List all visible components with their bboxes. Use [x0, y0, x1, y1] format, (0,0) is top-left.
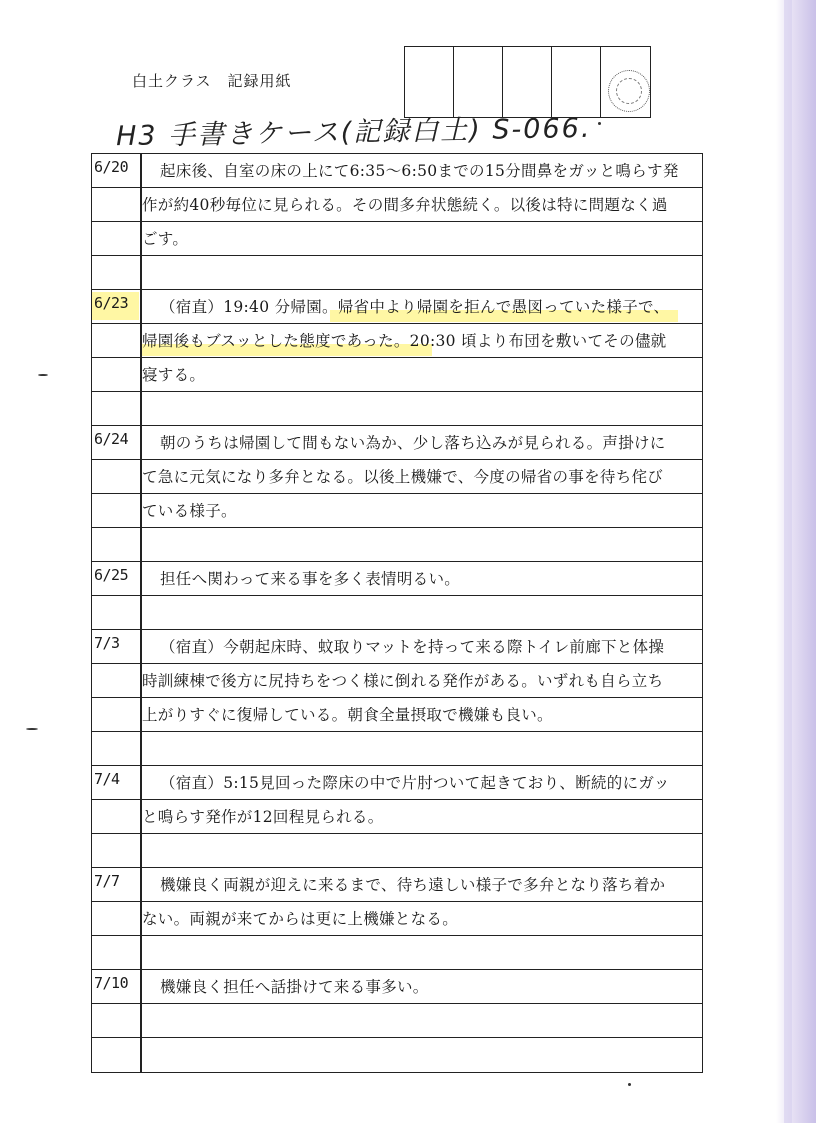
ledger-blank-row	[92, 732, 702, 766]
scan-edge-band	[784, 0, 792, 1123]
entry-date: 6/24	[94, 430, 129, 448]
entry-date: 7/3	[94, 634, 120, 652]
entry-text-line: 朝のうちは帰園して間もない為か、少し落ち込みが見られる。声掛けに	[160, 434, 666, 452]
ledger-blank-row	[92, 1004, 702, 1038]
entry-date: 6/20	[94, 158, 129, 176]
entry-text-line: 帰園後もブスッとした態度であった。20:30 頃より布団を敷いてその儘就	[142, 332, 667, 350]
scan-speck	[26, 728, 38, 730]
ledger-row	[92, 426, 702, 460]
entry-text-line: 時訓練棟で後方に尻持ちをつく様に倒れる発作がある。いずれも自ら立ち	[142, 672, 664, 690]
entry-date: 7/10	[94, 974, 129, 992]
ledger-blank-row	[92, 1038, 702, 1072]
ledger-blank-row	[92, 392, 702, 426]
ledger-row	[92, 460, 702, 494]
entry-text-line: ごす。	[142, 230, 189, 248]
form-title: 白土クラス 記録用紙	[132, 72, 292, 90]
entry-text-line: （宿直）今朝起床時、蚊取りマットを持って来る際トイレ前廊下と体操	[160, 638, 665, 656]
ledger-blank-row	[92, 936, 702, 970]
ledger-row	[92, 766, 702, 800]
entry-text-line: 作が約40秒毎位に見られる。その間多弁状態続く。以後は特に問題なく過	[142, 196, 668, 214]
entry-text-line: ない。両親が来てからは更に上機嫌となる。	[142, 910, 459, 928]
entry-text-line: と鳴らす発作が12回程見られる。	[142, 808, 384, 826]
entry-text-line: て急に元気になり多弁となる。以後上機嫌で、今度の帰省の事を待ち侘び	[142, 468, 664, 486]
ledger-row	[92, 154, 702, 188]
handwritten-case-note: H3 手書きケース(記録白土) S-066.	[115, 112, 592, 153]
entry-text-line: （宿直）19:40 分帰園。帰省中より帰園を拒んで愚図っていた様子で、	[160, 298, 670, 316]
scan-speck	[598, 122, 601, 125]
entry-text-line: 機嫌良く両親が迎えに来るまで、待ち遠しい様子で多弁となり落ち着か	[160, 876, 666, 894]
ledger-row	[92, 562, 702, 596]
ledger-row	[92, 698, 702, 732]
ledger-row	[92, 970, 702, 1004]
entry-date: 7/4	[94, 770, 120, 788]
entry-text-line: （宿直）5:15見回った際床の中で片肘ついて起きており、断続的にガッ	[160, 774, 670, 792]
ledger-blank-row	[92, 528, 702, 562]
entry-date: 6/25	[94, 566, 129, 584]
ledger-row	[92, 358, 702, 392]
ledger-row	[92, 902, 702, 936]
scan-edge-shadow	[776, 0, 816, 1123]
ledger-row	[92, 290, 702, 324]
scan-speck	[38, 374, 48, 376]
ledger-row	[92, 800, 702, 834]
ledger-blank-row	[92, 256, 702, 290]
ledger-row	[92, 188, 702, 222]
entry-date: 7/7	[94, 872, 120, 890]
entry-text-line: ている様子。	[142, 502, 237, 520]
entry-text-line: 寝する。	[142, 366, 206, 384]
stamp-box	[454, 47, 503, 117]
ledger-row	[92, 324, 702, 358]
record-ledger	[91, 153, 703, 1073]
entry-text-line: 機嫌良く担任へ話掛けて来る事多い。	[160, 978, 429, 996]
entry-text-line: 上がりすぐに復帰している。朝食全量摂取で機嫌も良い。	[142, 706, 553, 724]
ledger-blank-row	[92, 596, 702, 630]
ledger-blank-row	[92, 834, 702, 868]
ledger-row	[92, 630, 702, 664]
entry-date: 6/23	[94, 294, 129, 312]
ledger-row	[92, 664, 702, 698]
seal-stamp-inner	[616, 78, 642, 104]
stamp-box	[405, 47, 454, 117]
entry-text-line: 担任へ関わって来る事を多く表情明るい。	[160, 570, 461, 588]
ledger-row	[92, 494, 702, 528]
ledger-row	[92, 222, 702, 256]
entry-text-line: 起床後、自室の床の上にて6:35～6:50までの15分間鼻をガッと鳴らす発	[160, 162, 679, 180]
scan-speck	[628, 1083, 631, 1086]
ledger-row	[92, 868, 702, 902]
